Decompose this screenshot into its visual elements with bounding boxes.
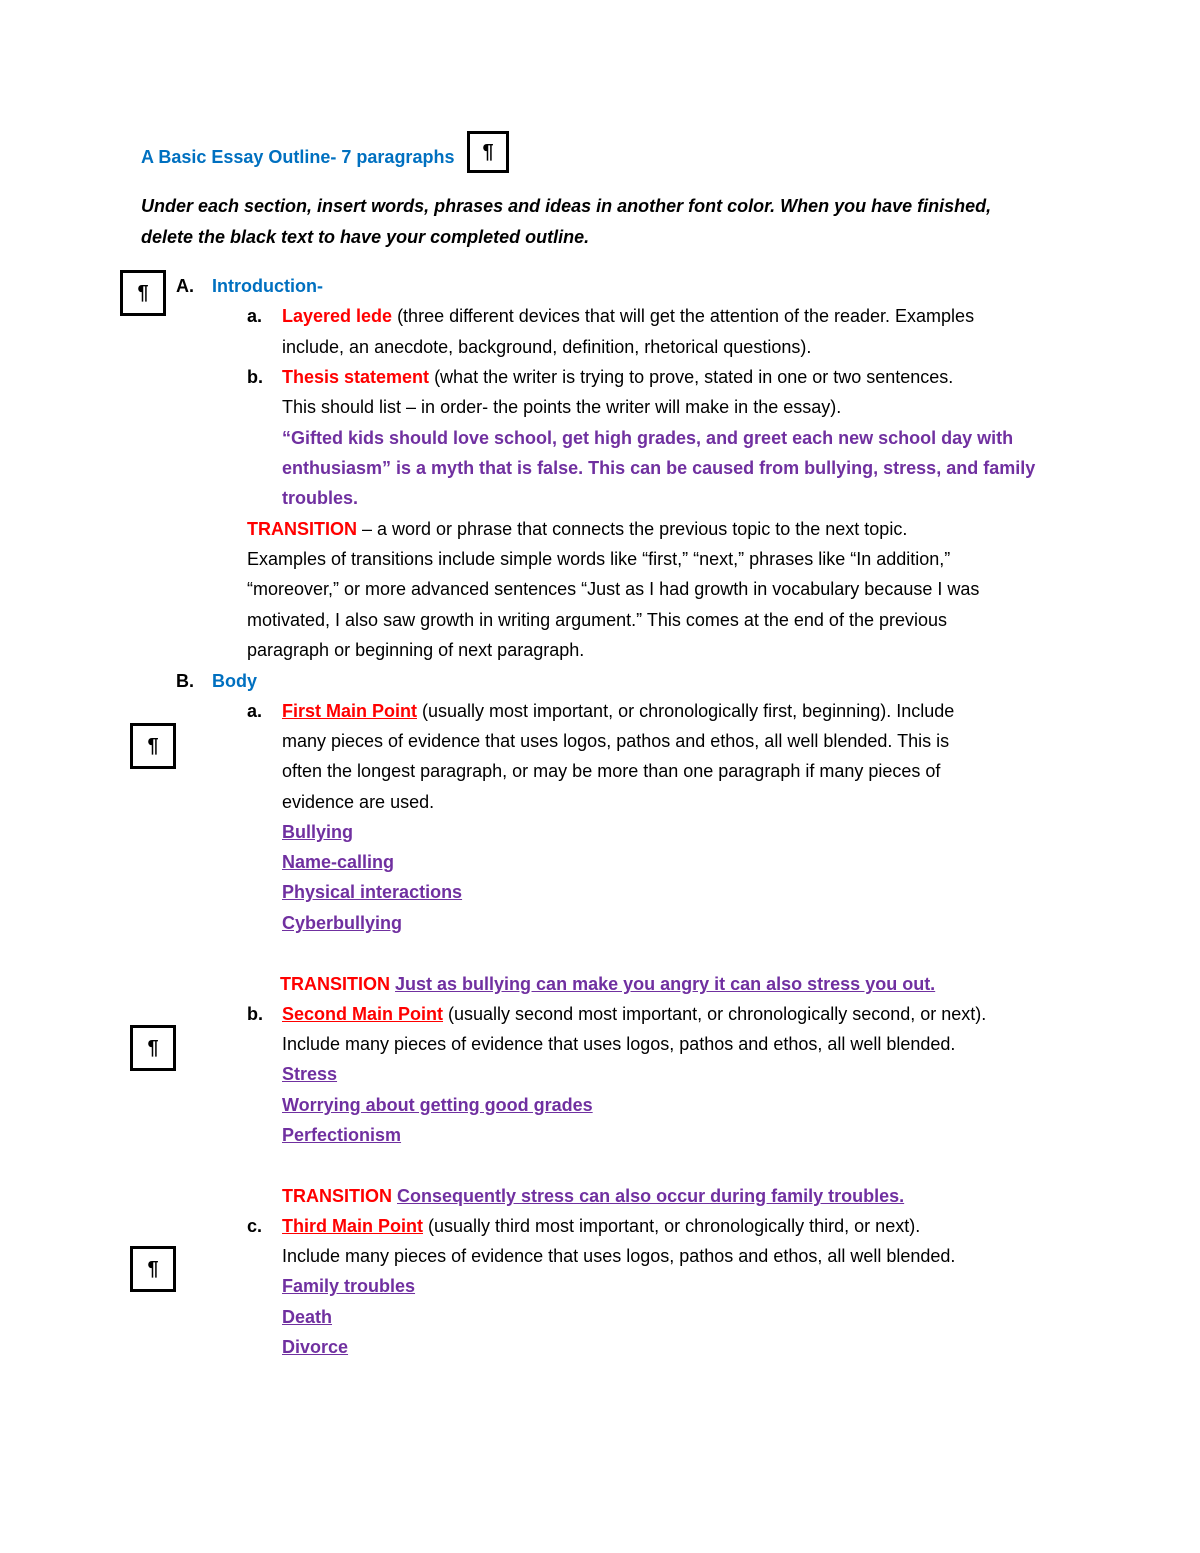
item-label: a. [247, 306, 263, 326]
item-term: First Main Point [282, 701, 417, 721]
evidence-item: Death [282, 1307, 333, 1327]
outline-item-text: Include many pieces of evidence that uses logos, pathos and ethos, all well blended. [282, 1246, 956, 1266]
pilcrow-icon: ¶ [120, 270, 166, 316]
transition-label: TRANSITION [247, 519, 357, 539]
item-term: Third Main Point [282, 1216, 423, 1236]
outline-item-text: often the longest paragraph, or may be more than one paragraph if many pieces of [282, 761, 941, 781]
pilcrow-icon: ¶ [467, 131, 509, 173]
outline-item-text: many pieces of evidence that uses logos, pathos and ethos, all well blended. This is [282, 731, 950, 751]
item-label: b. [247, 1004, 263, 1024]
outline-item-text: evidence are used. [282, 792, 435, 812]
item-term: Thesis statement [282, 367, 430, 387]
evidence-item: Worrying about getting good grades [282, 1095, 593, 1115]
transition-label: TRANSITION [282, 1186, 392, 1206]
item-label: c. [247, 1216, 263, 1236]
transition-label: TRANSITION [280, 974, 390, 994]
transition-text: “moreover,” or more advanced sentences “Just as I had growth in vocabulary because I was [247, 579, 980, 599]
transition-text: Examples of transitions include simple words like “first,” “next,” phrases like “In addition,” [247, 549, 951, 569]
item-text: (what the writer is trying to prove, stated in one or two sentences. [429, 367, 954, 387]
item-text: (usually third most important, or chronologically third, or next). [423, 1216, 921, 1236]
outline-item-text: Include many pieces of evidence that uses logos, pathos and ethos, all well blended. [282, 1034, 956, 1054]
section-label: A. [176, 276, 194, 296]
transition-text: – a word or phrase that connects the previous topic to the next topic. [357, 519, 908, 539]
evidence-item: Physical interactions [282, 882, 463, 902]
outline-item-text: This should list – in order- the points the writer will make in the essay). [282, 397, 842, 417]
pilcrow-icon: ¶ [130, 1246, 176, 1292]
evidence-item: Stress [282, 1064, 338, 1084]
pilcrow-icon: ¶ [130, 1025, 176, 1071]
item-label: a. [247, 701, 263, 721]
instructions-line-1: Under each section, insert words, phrases and ideas in another font color. When you have finished, [141, 196, 992, 216]
evidence-item: Divorce [282, 1337, 349, 1357]
section-heading: Body [212, 671, 257, 691]
thesis-answer-line: troubles. [282, 488, 359, 508]
item-term: Layered lede [282, 306, 393, 326]
evidence-item: Perfectionism [282, 1125, 402, 1145]
item-text: (usually most important, or chronologically first, beginning). Include [417, 701, 955, 721]
pilcrow-icon: ¶ [130, 723, 176, 769]
transition-note [247, 518, 907, 540]
outline-item-layered-lede [247, 305, 974, 327]
outline-item-text: include, an anecdote, background, definition, rhetorical questions). [282, 337, 812, 357]
transition-text: Consequently stress can also occur during family troubles. [397, 1186, 905, 1206]
thesis-answer-line: enthusiasm” is a myth that is false. This can be caused from bullying, stress, and family [282, 458, 1036, 478]
item-text: (three different devices that will get the attention of the reader. Examples [392, 306, 975, 326]
item-text: (usually second most important, or chronologically second, or next). [443, 1004, 987, 1024]
section-label: B. [176, 671, 194, 691]
evidence-item: Name-calling [282, 852, 395, 872]
transition-note [282, 1185, 904, 1207]
section-intro-heading [176, 275, 323, 297]
transition-text: Just as bullying can make you angry it can also stress you out. [395, 974, 936, 994]
evidence-item: Cyberbullying [282, 913, 403, 933]
transition-text: motivated, I also saw growth in writing argument.” This comes at the end of the previous [247, 610, 948, 630]
transition-text: paragraph or beginning of next paragraph. [247, 640, 585, 660]
transition-note [280, 973, 935, 995]
outline-item-first-main-point [247, 700, 954, 722]
thesis-answer-line: “Gifted kids should love school, get high grades, and greet each new school day with [282, 428, 1014, 448]
page-title: A Basic Essay Outline- 7 paragraphs [141, 147, 455, 167]
item-label: b. [247, 367, 263, 387]
item-term: Second Main Point [282, 1004, 444, 1024]
outline-item-third-main-point [247, 1215, 920, 1237]
evidence-item: Family troubles [282, 1276, 416, 1296]
outline-item-second-main-point [247, 1003, 986, 1025]
evidence-item: Bullying [282, 822, 353, 842]
section-heading: Introduction- [212, 276, 323, 296]
outline-item-thesis [247, 366, 953, 388]
instructions-line-2: delete the black text to have your completed outline. [141, 227, 590, 247]
section-body-heading [176, 670, 257, 692]
